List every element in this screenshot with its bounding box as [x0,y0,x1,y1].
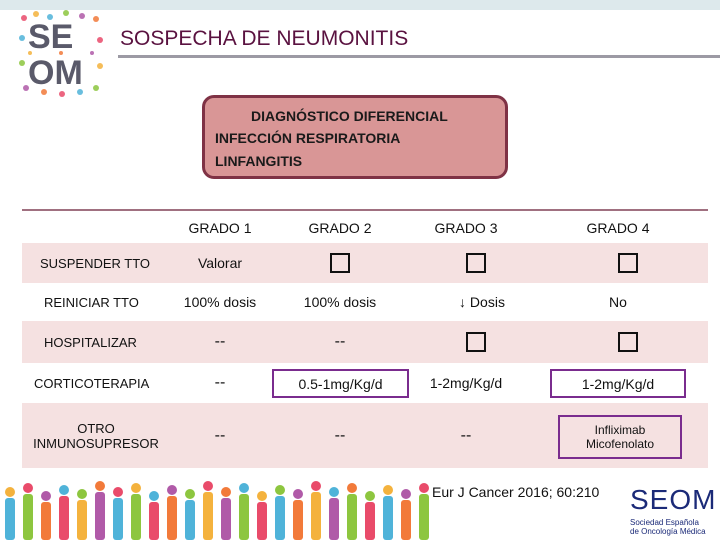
brand-sub-line-2: de Oncología Médica [630,527,706,536]
checkbox-icon [466,253,486,273]
differential-diagnosis-box [202,95,508,179]
cell-g3: -- [460,426,472,444]
g4-line-1: Infliximab [594,423,646,437]
cell-g3: 1-2mg/Kg/d [429,375,503,391]
page-title: SOSPECHA DE NEUMONITIS [120,27,409,50]
cell-g4-highlighted: 1-2mg/Kg/d [550,369,686,398]
table-row-corticoterapia [22,363,708,403]
cell-g1: -- [214,374,226,391]
cell-g3: ↓ Dosis [459,294,505,310]
col-header-grado-3: GRADO 3 [434,220,498,236]
cell-g2: -- [334,333,346,350]
diagnosis-heading: DIAGNÓSTICO DIFERENCIAL [251,108,448,124]
row-label: CORTICOTERAPIA [34,375,150,391]
cell-g2: 100% dosis [303,294,377,310]
row-label: REINICIAR TTO [44,294,139,310]
people-illustration [0,470,430,540]
cell-g2-highlighted: 0.5-1mg/Kg/d [272,369,409,398]
checkbox-icon [618,253,638,273]
checkbox-icon [466,332,486,352]
cell-g4 [578,321,678,363]
brand-wordmark: SEOM [630,484,717,515]
cell-g3 [426,243,526,283]
row-label [22,403,170,468]
cell-g2 [290,243,390,283]
svg-text:SE: SE [28,18,74,56]
row-label-line-2: INMUNOSUPRESOR [33,435,159,451]
top-accent-bar [0,0,720,10]
cell-g3 [426,321,526,363]
table-header-row [22,213,708,243]
cell-g4 [578,243,678,283]
seom-logo [16,8,106,98]
table-row-otro-inmunosupresor [22,403,708,468]
cell-g1: -- [214,426,226,444]
row-label: SUSPENDER TTO [40,255,151,271]
table-row-suspender [22,243,708,283]
brand-sub-line-1: Sociedad Española [630,518,699,527]
reference-citation: Eur J Cancer 2016; 60:210 [432,484,600,500]
svg-text:OM: OM [28,54,83,92]
row-label: HOSPITALIZAR [44,334,137,350]
seom-brand-logo [626,484,720,540]
diagnosis-line-2: LINFANGITIS [215,153,303,169]
cell-g1: Valorar [197,255,243,271]
col-header-grado-1: GRADO 1 [188,220,252,236]
g4-line-2: Micofenolato [585,437,655,451]
cell-g4-highlighted [558,415,682,459]
title-underline [118,55,720,58]
table-top-rule [22,209,708,211]
row-label-line-1: OTRO [77,420,115,436]
cell-g4: No [609,294,627,310]
diagnosis-line-1: INFECCIÓN RESPIRATORIA [215,130,401,146]
cell-g1: 100% dosis [183,294,257,310]
col-header-grado-2: GRADO 2 [308,220,372,236]
checkbox-icon [330,253,350,273]
checkbox-icon [618,332,638,352]
cell-g2: -- [334,426,346,444]
col-header-grado-4: GRADO 4 [586,220,650,236]
table-row-reiniciar [22,283,708,321]
cell-g1: -- [214,333,226,350]
table-row-hospitalizar [22,321,708,363]
